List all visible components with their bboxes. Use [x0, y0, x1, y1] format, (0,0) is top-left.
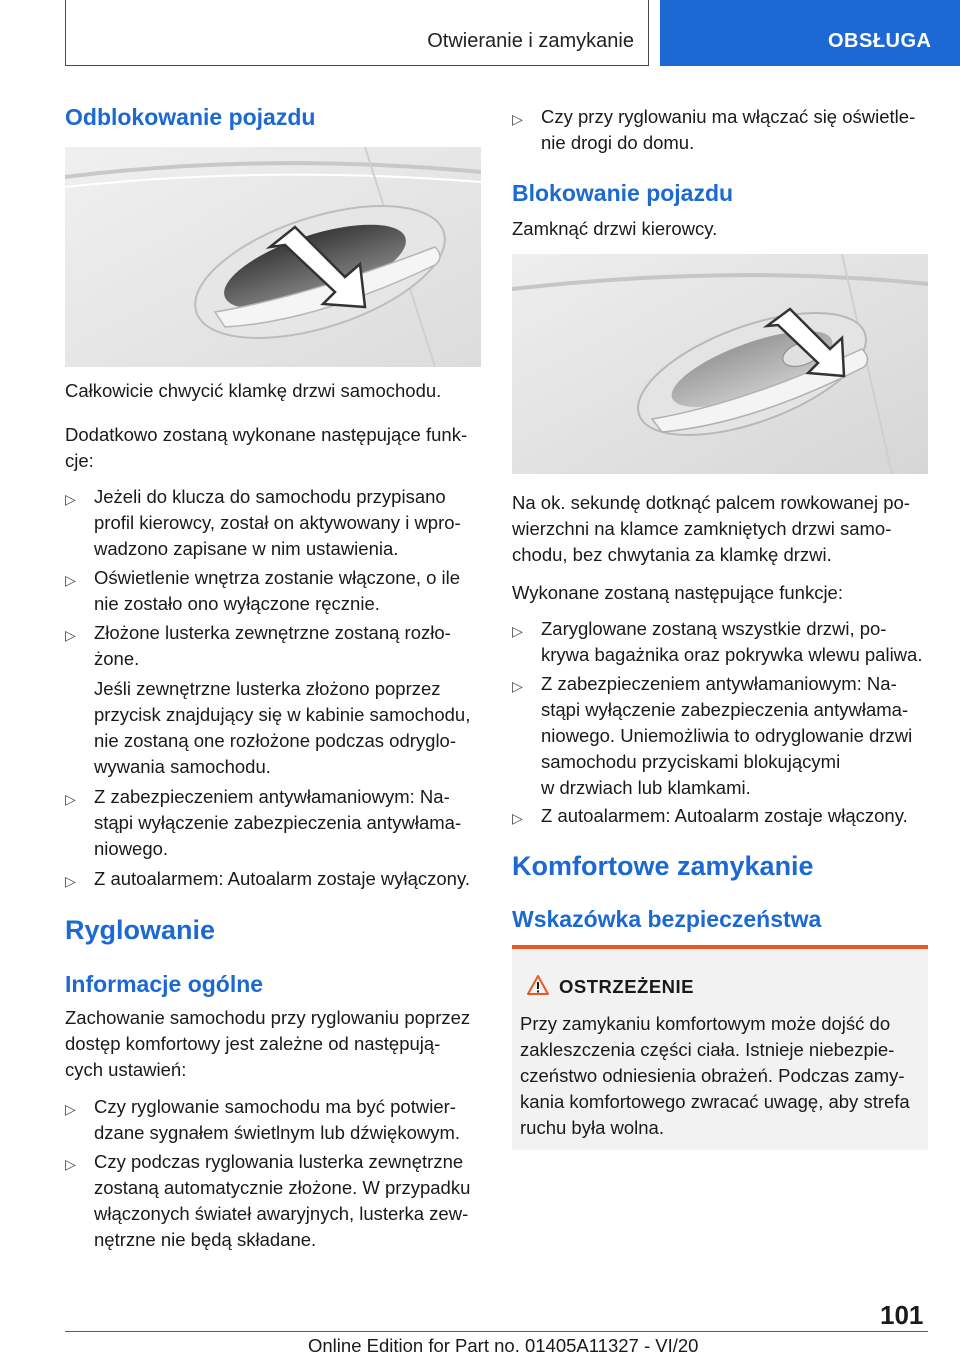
text-line: włączonych świateł awaryjnych, lusterka zew- — [94, 1203, 469, 1224]
text-line: niowego. — [94, 838, 169, 859]
warning-title: OSTRZEŻENIE — [559, 976, 695, 997]
text-line: cje: — [65, 450, 94, 471]
comfort-closing-heading: Komfortowe zamykanie — [512, 851, 814, 881]
text-line: ruchu była wolna. — [520, 1117, 664, 1138]
text-line: żone. — [94, 648, 140, 669]
text-line: przycisk znajdujący się w kabinie samochodu, — [94, 704, 471, 725]
bullet-triangle-icon: ▷ — [65, 1156, 76, 1172]
list-item — [512, 803, 928, 829]
door-handle-touch-photo — [512, 254, 928, 474]
general-info-heading: Informacje ogólne — [65, 971, 264, 997]
text-line: samochodu przyciskami blokującymi — [541, 751, 841, 772]
list-item — [512, 104, 928, 156]
text-line: Czy podczas ryglowania lusterka zewnętrzne — [94, 1151, 464, 1172]
text-line: chodu, bez chwytania za klamkę drzwi. — [512, 544, 832, 565]
text-line: Z autoalarmem: Autoalarm zostaje włączony. — [541, 805, 908, 826]
bullet-triangle-icon: ▷ — [65, 791, 76, 807]
text-line: nętrzne nie będą składane. — [94, 1229, 317, 1250]
paragraph-grab-handle: Całkowicie chwycić klamkę drzwi samochodu. — [65, 380, 442, 401]
text-line: Czy przy ryglowaniu ma włączać się oświetle- — [541, 106, 916, 127]
paragraph-functions-performed: Wykonane zostaną następujące funkcje: — [512, 582, 843, 603]
locking-heading: Ryglowanie — [65, 915, 216, 945]
blocking-heading: Blokowanie pojazdu — [512, 180, 734, 206]
bullet-triangle-icon: ▷ — [512, 623, 523, 639]
text-line: nie zostało ono wyłączone ręcznie. — [94, 593, 380, 614]
text-line: dzane sygnałem świetlnym lub dźwiękowym. — [94, 1122, 461, 1143]
text-line: zakleszczenia części ciała. Istnieje niebezpie- — [520, 1039, 895, 1060]
list-item — [65, 1149, 481, 1253]
bullet-triangle-icon: ▷ — [65, 627, 76, 643]
text-line: Jeśli zewnętrzne lusterka złożono poprzez — [94, 678, 441, 699]
text-line: wywania samochodu. — [94, 756, 271, 777]
bullet-triangle-icon: ▷ — [65, 572, 76, 588]
door-handle-photo — [65, 147, 481, 367]
text-line: Oświetlenie wnętrza zostanie włączone, o ile — [94, 567, 461, 588]
text-line: w drzwiach lub klamkami. — [541, 777, 751, 798]
text-line: Zaryglowane zostaną wszystkie drzwi, po- — [541, 618, 887, 639]
text-line: Jeżeli do klucza do samochodu przypisano — [94, 486, 446, 507]
text-line: cych ustawień: — [65, 1059, 187, 1080]
page-number: 101 — [880, 1300, 924, 1330]
paragraph-close-door: Zamknąć drzwi kierowcy. — [512, 218, 718, 239]
paragraph-functions-intro — [65, 422, 481, 474]
bullet-triangle-icon: ▷ — [65, 491, 76, 507]
text-line: niowego. Uniemożliwia to odryglowanie drzwi — [541, 725, 913, 746]
text-line: stąpi wyłączenie zabezpieczenia antywłama- — [541, 699, 909, 720]
bullet-triangle-icon: ▷ — [512, 810, 523, 826]
text-line: Z zabezpieczeniem antywłamaniowym: Na- — [94, 786, 450, 807]
text-line: Przy zamykaniu komfortowym może dojść do — [520, 1013, 891, 1034]
warning-box — [512, 945, 928, 1150]
footer-divider — [65, 1331, 928, 1332]
text-line: dostęp komfortowy jest zależne od następują- — [65, 1033, 441, 1054]
safety-heading: Wskazówka bezpieczeństwa — [512, 906, 822, 932]
bullet-triangle-icon: ▷ — [512, 678, 523, 694]
list-item — [65, 565, 481, 617]
text-line: nie zostaną one rozłożone podczas odryglo- — [94, 730, 457, 751]
text-line: zostaną automatycznie złożone. W przypadku — [94, 1177, 471, 1198]
text-line: kania komfortowego zwracać uwagę, aby strefa — [520, 1091, 910, 1112]
text-line: Z zabezpieczeniem antywłamaniowym: Na- — [541, 673, 897, 694]
warning-text — [520, 1011, 920, 1141]
list-item — [65, 866, 485, 892]
text-line: Czy ryglowanie samochodu ma być potwier- — [94, 1096, 456, 1117]
bullet-triangle-icon: ▷ — [65, 873, 76, 889]
warning-triangle-icon — [526, 974, 550, 1001]
text-line: stąpi wyłączenie zabezpieczenia antywłama- — [94, 812, 462, 833]
text-line: nie drogi do domu. — [541, 132, 695, 153]
header-chapter-tab[interactable] — [660, 0, 960, 66]
header-section-title: Otwieranie i zamykanie — [427, 30, 634, 52]
text-line: wadzono zapisane w nim ustawienia. — [94, 538, 399, 559]
list-item — [65, 620, 481, 672]
text-line: czeństwo odniesienia obrażeń. Podczas zamy- — [520, 1065, 905, 1086]
bullet-triangle-icon: ▷ — [65, 1101, 76, 1117]
list-item — [65, 484, 481, 562]
text-line: Z autoalarmem: Autoalarm zostaje wyłączony. — [94, 868, 470, 889]
text-line: wierzchni na klamce zamkniętych drzwi samo- — [512, 518, 892, 539]
text-line: Zachowanie samochodu przy ryglowaniu poprzez — [65, 1007, 471, 1028]
list-item — [65, 784, 481, 862]
mirror-note — [65, 676, 481, 780]
footer-edition: Online Edition for Part no. 01405A11327 - VI/20 — [308, 1335, 699, 1356]
list-item — [512, 616, 932, 668]
list-item — [512, 671, 928, 801]
text-line: krywa bagażnika oraz pokrywka wlewu paliwa. — [541, 644, 923, 665]
unlock-heading: Odblokowanie pojazdu — [65, 104, 316, 130]
paragraph-touch-handle — [512, 490, 932, 568]
paragraph-comfort-access — [65, 1005, 485, 1083]
text-line: Złożone lusterka zewnętrzne zostaną rozło- — [94, 622, 451, 643]
text-line: profil kierowcy, został on aktywowany i wpro- — [94, 512, 461, 533]
list-item — [65, 1094, 481, 1146]
text-line: Na ok. sekundę dotknąć palcem rowkowanej po- — [512, 492, 910, 513]
text-line: Dodatkowo zostaną wykonane następujące funk- — [65, 424, 468, 445]
bullet-triangle-icon: ▷ — [512, 111, 523, 127]
header-chapter-label: OBSŁUGA — [828, 30, 932, 52]
header-section-box — [65, 0, 649, 66]
